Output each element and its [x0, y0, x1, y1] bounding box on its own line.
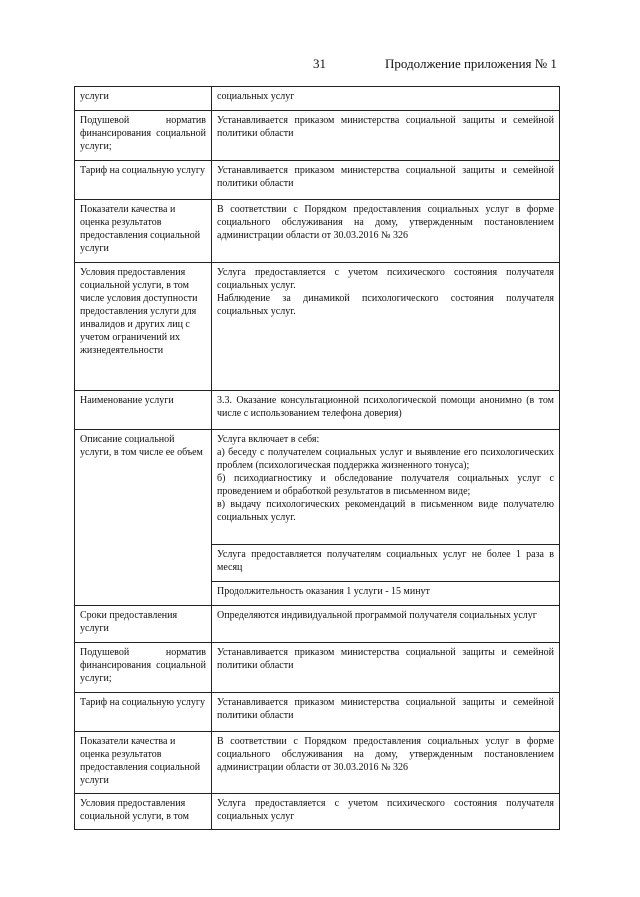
table-row: [75, 263, 560, 391]
row-label: Подушевой норматив финансирования социальной услуги;: [75, 643, 212, 693]
row-value: Услуга включает в себя: а) беседу с получателем социальных услуг и выявление его психологических проблем (психологическая поддержка жизненного тонуса); б) психодиагностику и обследование получателя социальных услуг с проведением и обработкой результатов в письменном виде; в) выдачу психологических рекомендаций в письменном виде получателю социальных услуг.: [212, 430, 560, 545]
table-row: [75, 732, 560, 794]
row-label: Сроки предоставления услуги: [75, 606, 212, 643]
row-label: услуги: [75, 87, 212, 111]
appendix-caption: Продолжение приложения № 1: [385, 56, 557, 71]
page-header: [0, 56, 640, 76]
row-label: Описание социальной услуги, в том числе ее объем: [75, 430, 212, 606]
row-value: Услуга предоставляется получателям социальных услуг не более 1 раза в месяц: [212, 545, 560, 582]
row-value: Устанавливается приказом министерства социальной защиты и семейной политики области: [212, 161, 560, 200]
row-label: Показатели качества и оценка результатов предоставления социальной услуги: [75, 200, 212, 263]
row-label: Условия предоставления социальной услуги, в том числе условия доступности предоставления услуги для инвалидов и других лиц с учетом ограничений их жизнедеятельности: [75, 263, 212, 391]
table-row: [75, 87, 560, 111]
table-row: [75, 430, 560, 545]
row-label: Условия предоставления социальной услуги, в том: [75, 794, 212, 830]
table-row: [75, 161, 560, 200]
row-value: социальных услуг: [212, 87, 560, 111]
table-row: [75, 794, 560, 830]
row-value: Устанавливается приказом министерства социальной защиты и семейной политики области: [212, 693, 560, 732]
row-value: В соответствии с Порядком предоставления социальных услуг в форме социального обслуживания на дому, утвержденным постановлением администрации области от 30.03.2016 № 326: [212, 732, 560, 794]
table-row: [75, 111, 560, 161]
row-label: Показатели качества и оценка результатов предоставления социальной услуги: [75, 732, 212, 794]
page-number: 31: [313, 56, 326, 71]
row-label: Тариф на социальную услугу: [75, 161, 212, 200]
table-row: [75, 200, 560, 263]
row-label: Тариф на социальную услугу: [75, 693, 212, 732]
row-label: Подушевой норматив финансирования социальной услуги;: [75, 111, 212, 161]
row-value: Услуга предоставляется с учетом психического состояния получателя социальных услуг: [212, 794, 560, 830]
table-row: [75, 693, 560, 732]
row-label: Наименование услуги: [75, 391, 212, 430]
row-value: 3.3. Оказание консультационной психологической помощи анонимно (в том числе с использованием телефона доверия): [212, 391, 560, 430]
service-table: [74, 86, 560, 830]
table-row: [75, 391, 560, 430]
row-value: Услуга предоставляется с учетом психического состояния получателя социальных услуг. Наблюдение за динамикой психологического состояния получателя социальных услуг.: [212, 263, 560, 391]
table-row: [75, 606, 560, 643]
row-value: Устанавливается приказом министерства социальной защиты и семейной политики области: [212, 111, 560, 161]
row-value: В соответствии с Порядком предоставления социальных услуг в форме социального обслуживания на дому, утвержденным постановлением администрации области от 30.03.2016 № 326: [212, 200, 560, 263]
table-row: [75, 643, 560, 693]
row-value: Определяются индивидуальной программой получателя социальных услуг: [212, 606, 560, 643]
row-value: Продолжительность оказания 1 услуги - 15 минут: [212, 582, 560, 606]
row-value: Устанавливается приказом министерства социальной защиты и семейной политики области: [212, 643, 560, 693]
